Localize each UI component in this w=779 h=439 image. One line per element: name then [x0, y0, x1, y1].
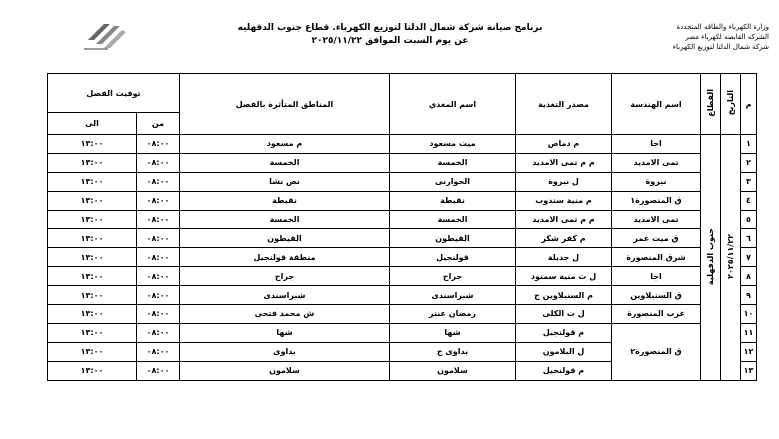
to-cell: ١٣:٠٠ — [48, 286, 137, 305]
col-feeder: اسم المغذي — [390, 74, 516, 135]
from-cell: ٠٨:٠٠ — [137, 191, 180, 210]
source-cell: ل جديلة — [516, 248, 612, 267]
area-cell: م مسعود — [180, 135, 390, 154]
row-num: ٦ — [741, 229, 757, 248]
from-cell: ٠٨:٠٠ — [137, 172, 180, 191]
to-cell: ١٣:٠٠ — [48, 305, 137, 324]
row-num: ١٢ — [741, 342, 757, 361]
area-cell: بداوى — [180, 342, 390, 361]
area-cell: الخمسة — [180, 153, 390, 172]
to-cell: ١٣:٠٠ — [48, 191, 137, 210]
col-timing: توقيت الفصل — [48, 74, 180, 113]
from-cell: ٠٨:٠٠ — [137, 361, 180, 380]
area-cell: نص نشا — [180, 172, 390, 191]
area-cell: الخمسة — [180, 210, 390, 229]
source-cell: ل نبروة — [516, 172, 612, 191]
col-from: من — [137, 113, 180, 135]
row-num: ١٣ — [741, 361, 757, 380]
to-cell: ١٣:٠٠ — [48, 172, 137, 191]
program-title: برنامج صيانة شركة شمال الدلتا لتوزيع الكهرباء. قطاع جنوب الدقهليه — [237, 23, 543, 33]
row-num: ٣ — [741, 172, 757, 191]
to-cell: ١٣:٠٠ — [48, 248, 137, 267]
area-cell: منطقة قولنجيل — [180, 248, 390, 267]
to-cell: ١٣:٠٠ — [48, 323, 137, 342]
feeder-cell: الخمسة — [390, 210, 516, 229]
table-row — [48, 267, 757, 286]
feeder-cell: نقيطة — [390, 191, 516, 210]
source-cell: ل ت الكلى — [516, 305, 612, 324]
col-source: مصدر التغذية — [516, 74, 612, 135]
source-cell: م كفر شكر — [516, 229, 612, 248]
feeder-cell: قولنجيل — [390, 248, 516, 267]
source-cell: ل ت منية سمنود — [516, 267, 612, 286]
engineering-cell: ق ميت غمر — [612, 229, 701, 248]
sector-cell — [701, 135, 721, 381]
row-num: ١١ — [741, 323, 757, 342]
source-cell: م م تمى الامديد — [516, 210, 612, 229]
area-cell: ش محمد فتحى — [180, 305, 390, 324]
col-areas: المناطق المتأثرة بالفصل — [180, 74, 390, 135]
area-cell: نقيطة — [180, 191, 390, 210]
table-row — [48, 210, 757, 229]
from-cell: ٠٨:٠٠ — [137, 342, 180, 361]
table-row — [48, 135, 757, 154]
area-cell: سلامون — [180, 361, 390, 380]
source-cell: م دماص — [516, 135, 612, 154]
from-cell: ٠٨:٠٠ — [137, 286, 180, 305]
col-sector-label: القطاع — [706, 89, 715, 117]
to-cell: ١٣:٠٠ — [48, 267, 137, 286]
row-num: ١٠ — [741, 305, 757, 324]
col-date — [721, 74, 741, 135]
engineering-cell: اجا — [612, 135, 701, 154]
feeder-cell: بداوى ج — [390, 342, 516, 361]
col-engineering: اسم الهندسة — [612, 74, 701, 135]
from-cell: ٠٨:٠٠ — [137, 210, 180, 229]
col-num: م — [741, 74, 757, 135]
program-date: عن يوم السبت الموافق ٢٠٢٥/١١/٢٢ — [311, 36, 469, 46]
row-num: ١ — [741, 135, 757, 154]
area-cell: جراح — [180, 267, 390, 286]
from-cell: ٠٨:٠٠ — [137, 153, 180, 172]
table-row — [48, 153, 757, 172]
ministry-header — [589, 22, 769, 52]
source-cell: م م تمى الامديد — [516, 153, 612, 172]
row-num: ٩ — [741, 286, 757, 305]
engineering-cell: غرب المنصورة — [612, 305, 701, 324]
from-cell: ٠٨:٠٠ — [137, 135, 180, 154]
to-cell: ١٣:٠٠ — [48, 135, 137, 154]
to-cell: ١٣:٠٠ — [48, 342, 137, 361]
engineering-cell-merged: ق المنصورة٢ — [612, 323, 701, 380]
feeder-cell: رمضان عنتر — [390, 305, 516, 324]
source-cell: ل البلامون — [516, 342, 612, 361]
source-cell: م منية سندوب — [516, 191, 612, 210]
area-cell: شها — [180, 323, 390, 342]
maintenance-table — [47, 73, 757, 381]
from-cell: ٠٨:٠٠ — [137, 248, 180, 267]
from-cell: ٠٨:٠٠ — [137, 305, 180, 324]
from-cell: ٠٨:٠٠ — [137, 323, 180, 342]
feeder-cell: الحوارنى — [390, 172, 516, 191]
feeder-cell: القيطون — [390, 229, 516, 248]
row-num: ٢ — [741, 153, 757, 172]
feeder-cell: شبراسندى — [390, 286, 516, 305]
row-num: ٨ — [741, 267, 757, 286]
engineering-cell: نبروة — [612, 172, 701, 191]
row-num: ٤ — [741, 191, 757, 210]
source-cell: م السنبلاوين ج — [516, 286, 612, 305]
to-cell: ١٣:٠٠ — [48, 229, 137, 248]
to-cell: ١٣:٠٠ — [48, 361, 137, 380]
table-row — [48, 323, 757, 342]
header-row — [48, 74, 757, 113]
ministry-line: وزارة الكهرباء والطاقه المتجددة — [676, 23, 769, 31]
table-row — [48, 172, 757, 191]
row-num: ٧ — [741, 248, 757, 267]
feeder-cell: شها — [390, 323, 516, 342]
to-cell: ١٣:٠٠ — [48, 153, 137, 172]
area-cell: القيطون — [180, 229, 390, 248]
engineering-cell: ق السنبلاوين — [612, 286, 701, 305]
engineering-cell: شرق المنصورة — [612, 248, 701, 267]
table-row — [48, 305, 757, 324]
feeder-cell: جراح — [390, 267, 516, 286]
date-cell — [721, 135, 741, 381]
col-sector — [701, 74, 721, 135]
from-cell: ٠٨:٠٠ — [137, 229, 180, 248]
holding-company-line: الشركه القابضه لكهرباء مصر — [685, 33, 769, 41]
from-cell: ٠٨:٠٠ — [137, 267, 180, 286]
sector-value: جنوب الدقهلية — [706, 227, 715, 285]
company-logo-icon — [82, 20, 128, 54]
company-line: شركة شمال الدلتا لتوزيع الكهرباء — [672, 43, 769, 51]
engineering-cell: تمى الامديد — [612, 153, 701, 172]
col-date-label: التاريخ — [726, 90, 735, 116]
engineering-cell: تمى الامديد — [612, 210, 701, 229]
feeder-cell: سلامون — [390, 361, 516, 380]
table-row — [48, 191, 757, 210]
table-row — [48, 248, 757, 267]
document-title — [230, 22, 550, 48]
table-row — [48, 286, 757, 305]
col-to: الى — [48, 113, 137, 135]
date-value: ٢٠٢٥/١١/٢٢ — [726, 233, 735, 279]
row-num: ٥ — [741, 210, 757, 229]
table-row — [48, 229, 757, 248]
source-cell: م قولنجيل — [516, 361, 612, 380]
engineering-cell: ق المنصورة١ — [612, 191, 701, 210]
engineering-cell: اجا — [612, 267, 701, 286]
source-cell: م قولنجيل — [516, 323, 612, 342]
feeder-cell: الخمسة — [390, 153, 516, 172]
area-cell: شبراسندى — [180, 286, 390, 305]
feeder-cell: ميت مسعود — [390, 135, 516, 154]
to-cell: ١٣:٠٠ — [48, 210, 137, 229]
